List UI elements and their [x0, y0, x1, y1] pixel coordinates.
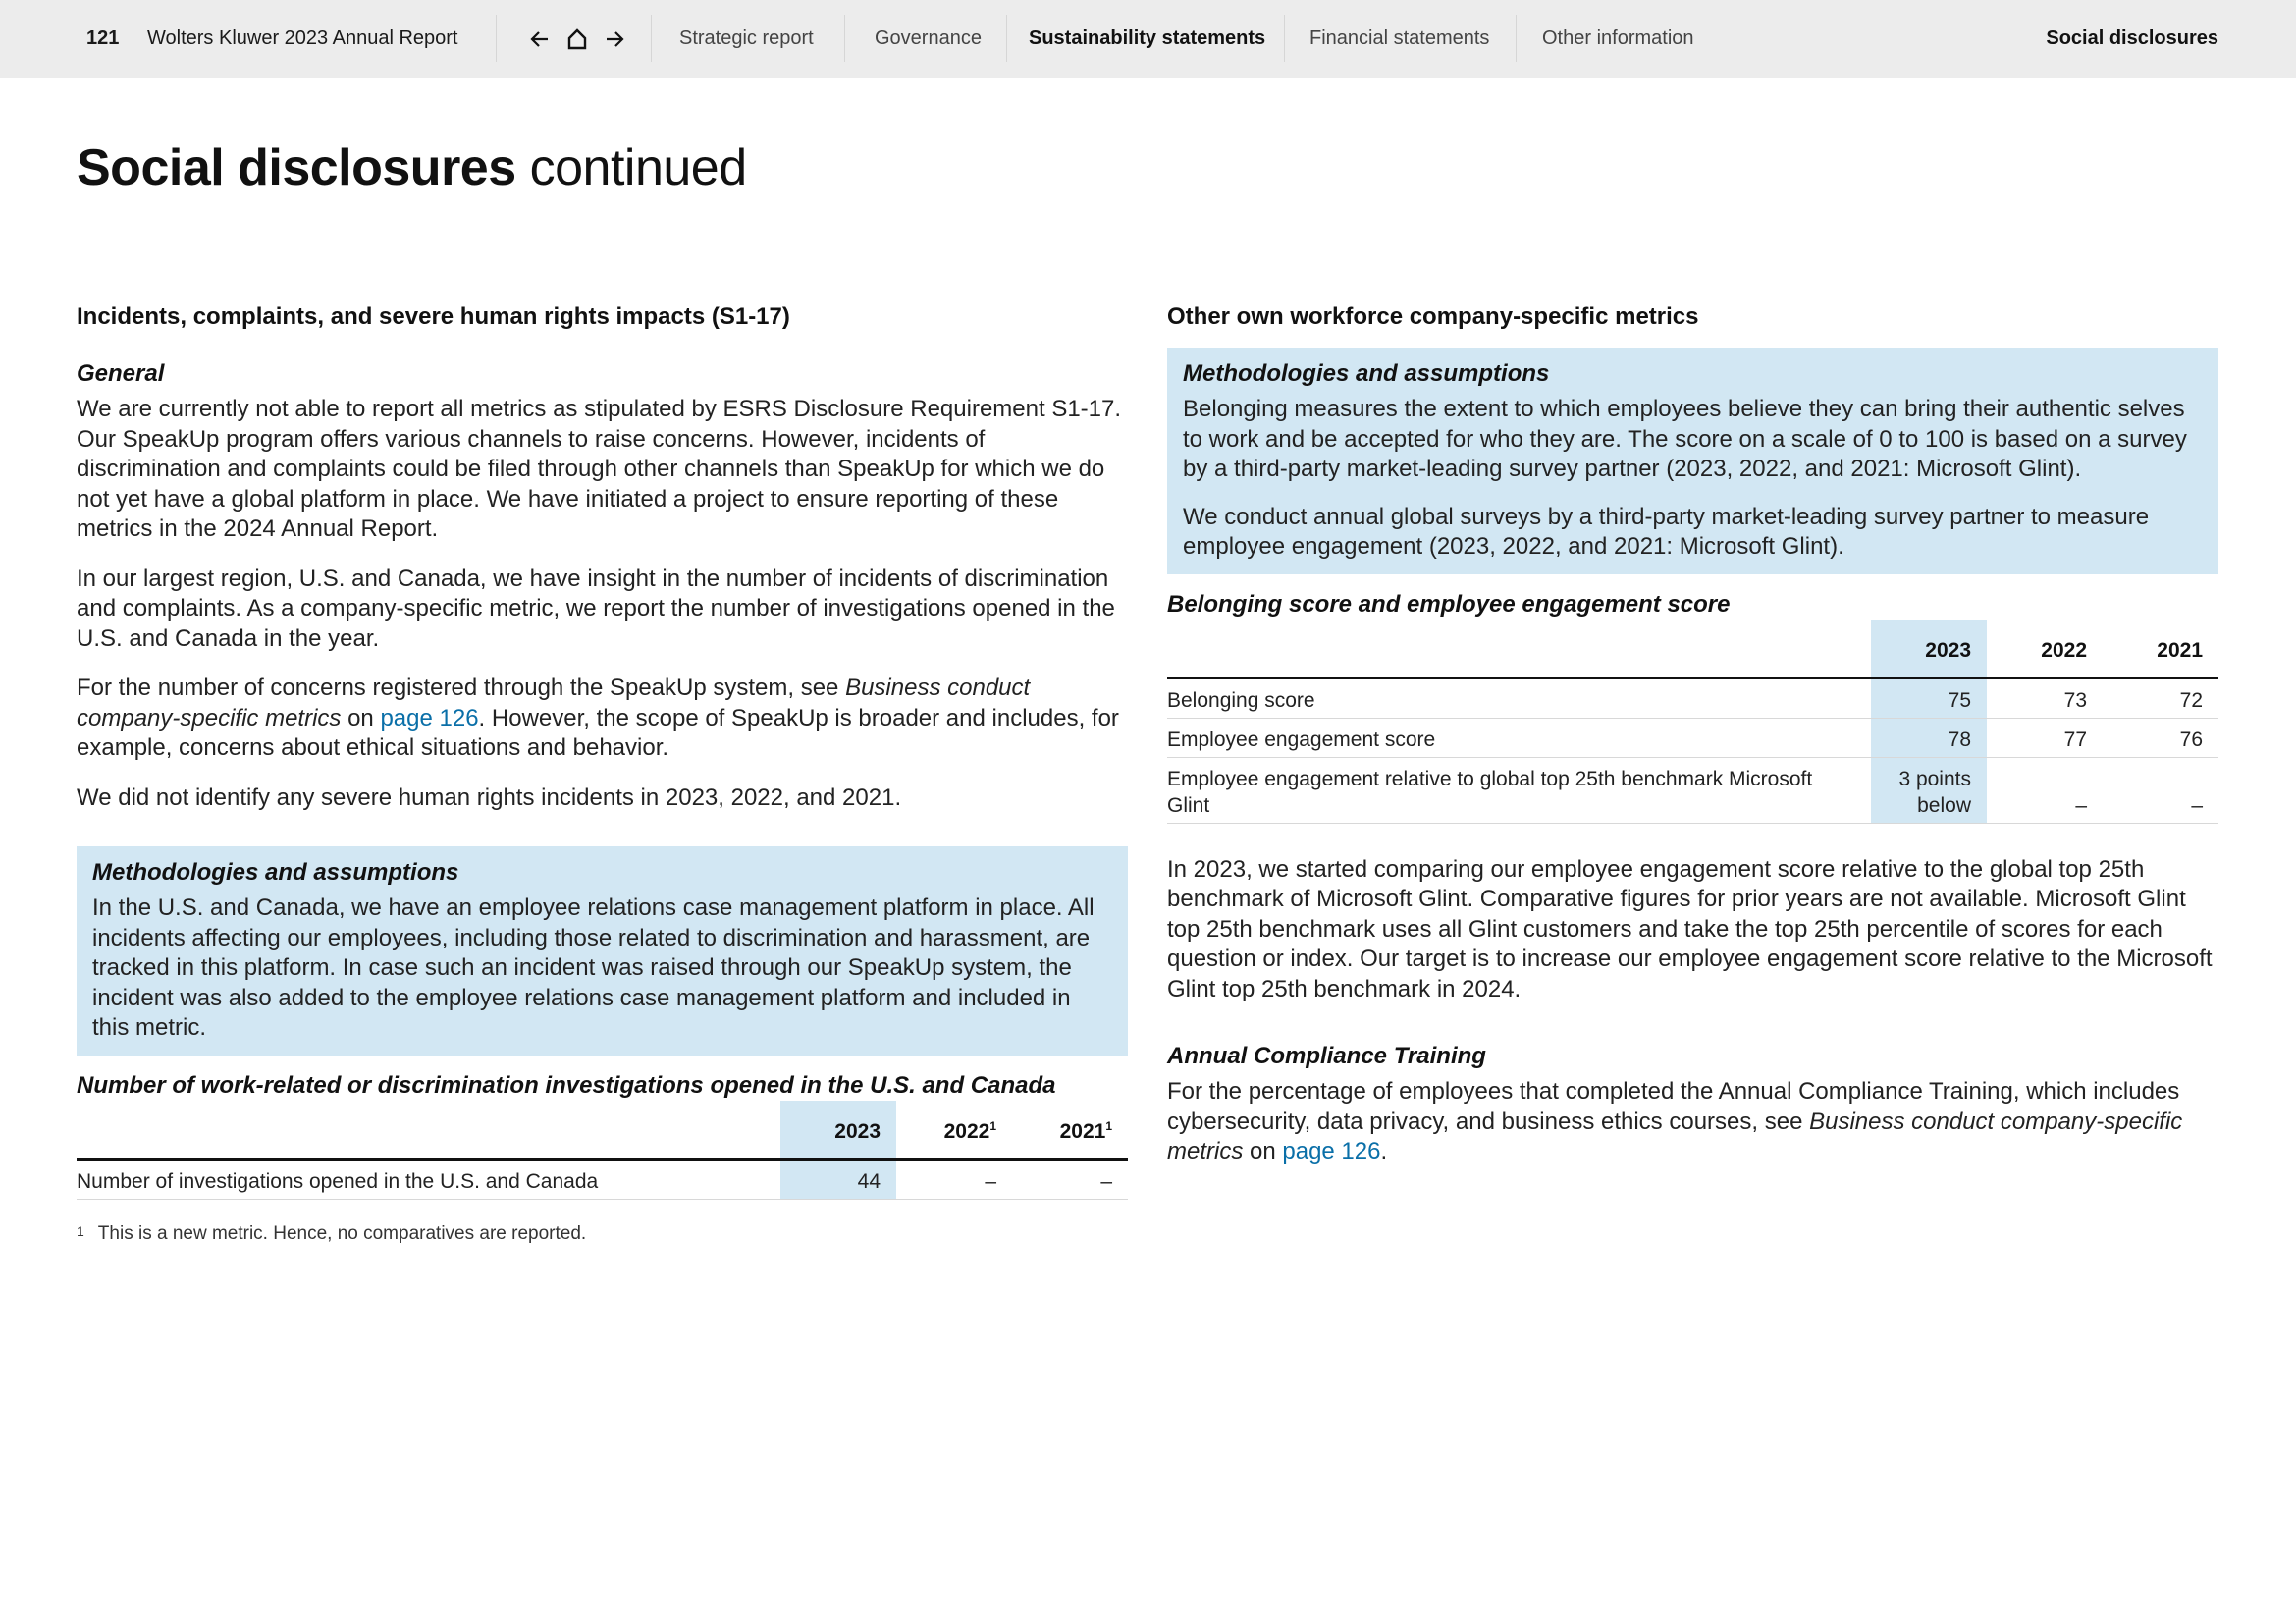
methodology-engagement-text: We conduct annual global surveys by a third-party market-leading survey partner to measure employee engagement (2023, 2022, and 2021: Microsoft Glint).: [1183, 503, 2150, 560]
tab-sustainability-statements[interactable]: Sustainability statements: [1029, 27, 1266, 49]
table-row: [77, 1159, 1128, 1199]
cell-2021: 76: [2103, 718, 2218, 757]
arrow-left-icon[interactable]: [528, 26, 552, 53]
methodology-box-left: [77, 846, 1128, 1056]
right-column: [1167, 302, 2218, 1187]
tab-financial-statements[interactable]: Financial statements: [1309, 27, 1490, 49]
row-label: Number of investigations opened in the U.S. and Canada: [77, 1159, 780, 1199]
text: .: [1380, 1138, 1388, 1164]
current-section-label: Social disclosures: [2046, 27, 2218, 49]
column-header-2023: 2023: [780, 1101, 896, 1160]
section-heading-workforce-metrics: Other own workforce company-specific metrics: [1167, 303, 1699, 330]
page-nav-controls: [528, 26, 626, 53]
text: on: [341, 704, 381, 731]
home-icon[interactable]: [565, 26, 589, 53]
cell-2021: –: [2103, 757, 2218, 823]
methodology-text: In the U.S. and Canada, we have an employee relations case management platform in place. All incidents affecting our employees, including those related to discrimination and harassment, are tracked in this platform. In case such an incident was raised through our SpeakUp system, the incident was also added to the employee relations case management platform and included in this metric.: [92, 894, 1095, 1041]
paragraph-speakup: [77, 674, 1128, 764]
row-label: Employee engagement relative to global top 25th benchmark Microsoft Glint: [1167, 757, 1871, 823]
paragraph-severe-incidents: We did not identify any severe human rights incidents in 2023, 2022, and 2021.: [77, 784, 902, 811]
cell-2023: 44: [780, 1159, 896, 1199]
cell-2022: 77: [1987, 718, 2103, 757]
column-header-label: [1167, 620, 1871, 678]
page-126-link[interactable]: page 126: [380, 704, 479, 731]
top-navigation-bar: [0, 0, 2296, 78]
reference-title: Business conduct company-specific metrics: [77, 675, 1031, 731]
page-126-link[interactable]: page 126: [1282, 1138, 1381, 1164]
text: For the number of concerns registered through the SpeakUp system, see: [77, 675, 846, 701]
page-title: [77, 137, 747, 198]
table-header-row: [77, 1101, 1128, 1160]
belonging-engagement-table: [1167, 620, 2218, 824]
tab-other-information[interactable]: Other information: [1542, 27, 1694, 49]
arrow-right-icon[interactable]: [603, 26, 626, 53]
divider: [1006, 15, 1007, 62]
table-title-investigations: Number of work-related or discrimination investigations opened in the U.S. and Canada: [77, 1071, 1056, 1099]
cell-2023: 75: [1871, 677, 1987, 718]
subheading-annual-compliance-training: Annual Compliance Training: [1167, 1043, 1486, 1069]
page-title-main: Social disclosures: [77, 139, 516, 196]
paragraph-compliance-training: [1167, 1077, 2218, 1167]
column-header-2021: 2021$^1$: [1012, 1101, 1128, 1160]
paragraph-esrs: We are currently not able to report all metrics as stipulated by ESRS Disclosure Requirement S1-17. Our SpeakUp program offers various channels to raise concerns. However, incidents of discrimination and complaints could be filed through other channels than SpeakUp for which we do not yet have a global platform in place. We have initiated a project to ensure reporting of these metrics in the 2024 Annual Report.: [77, 396, 1122, 542]
row-label: Belonging score: [1167, 677, 1871, 718]
paragraph-us-canada: In our largest region, U.S. and Canada, we have insight in the number of incidents of discrimination and complaints. As a company-specific metric, we report the number of investigations opened in the U.S. and Canada in the year.: [77, 565, 1115, 652]
report-title[interactable]: Wolters Kluwer 2023 Annual Report: [147, 27, 458, 49]
footnote-text: This is a new metric. Hence, no comparatives are reported.: [97, 1222, 587, 1244]
reference-title: Business conduct company-specific metrics: [1167, 1108, 2183, 1164]
cell-2021: 72: [2103, 677, 2218, 718]
column-header-label: [77, 1101, 780, 1160]
cell-2021: –: [1012, 1159, 1128, 1199]
methodology-heading: Methodologies and assumptions: [92, 859, 459, 886]
investigations-table: [77, 1101, 1128, 1200]
methodology-box-right: [1167, 348, 2218, 574]
cell-2023: 3 points below: [1871, 757, 1987, 823]
table-row: [1167, 757, 2218, 823]
cell-2022: 73: [1987, 677, 2103, 718]
column-header-2022: 2022$^1$: [896, 1101, 1012, 1160]
tab-strategic-report[interactable]: Strategic report: [679, 27, 814, 49]
subheading-general: General: [77, 360, 165, 387]
paragraph-benchmark: In 2023, we started comparing our employee engagement score relative to the global top 25th benchmark of Microsoft Glint. Comparative figures for prior years are not available. Microsoft Glint top 25th benchmark uses all Glint customers and take the top 25th percentile of scores for each question or index. Our target is to increase our employee engagement score relative to the Microsoft Glint top 25th benchmark in 2024.: [1167, 855, 2213, 1002]
column-header-2023: 2023: [1871, 620, 1987, 678]
cell-2022: –: [896, 1159, 1012, 1199]
page-title-continued: continued: [529, 139, 747, 196]
section-heading-incidents: Incidents, complaints, and severe human rights impacts (S1-17): [77, 303, 790, 330]
tab-governance[interactable]: Governance: [875, 27, 982, 49]
methodology-belonging-text: Belonging measures the extent to which employees believe they can bring their authentic selves to work and be accepted for who they are. The score on a scale of 0 to 100 is based on a survey by a third-party market-leading survey partner (2023, 2022, and 2021: Microsoft Glint).: [1183, 396, 2187, 482]
column-header-2022: 2022: [1987, 620, 2103, 678]
table-row: [1167, 718, 2218, 757]
methodology-heading: Methodologies and assumptions: [1183, 360, 1550, 387]
divider: [1284, 15, 1285, 62]
cell-2023: 78: [1871, 718, 1987, 757]
divider: [844, 15, 845, 62]
table-header-row: [1167, 620, 2218, 678]
divider: [651, 15, 652, 62]
page-number: 121: [86, 27, 120, 49]
divider: [496, 15, 497, 62]
divider: [1516, 15, 1517, 62]
column-header-2021: 2021: [2103, 620, 2218, 678]
cell-2022: –: [1987, 757, 2103, 823]
footnote: [77, 1223, 1128, 1245]
text: For the percentage of employees that completed the Annual Compliance Training, which includes cybersecurity, data privacy, and business ethics courses, see: [1167, 1078, 2180, 1135]
table-row: [1167, 677, 2218, 718]
footnote-mark: 1: [77, 1222, 84, 1239]
left-column: [77, 302, 1128, 1245]
text: on: [1243, 1138, 1283, 1164]
table-title-belonging: Belonging score and employee engagement score: [1167, 590, 1731, 618]
row-label: Employee engagement score: [1167, 718, 1871, 757]
text: . However, the scope of SpeakUp is broader and includes, for example, concerns about ethical situations and behavior.: [77, 704, 1119, 761]
